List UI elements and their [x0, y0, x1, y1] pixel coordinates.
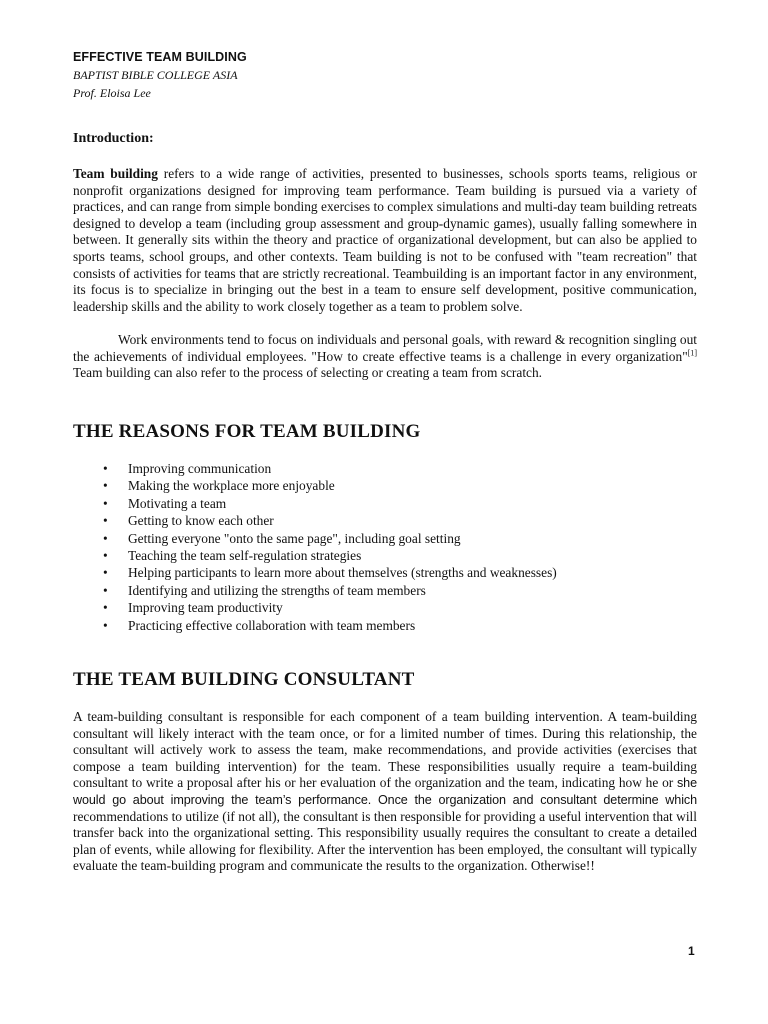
list-item	[73, 547, 557, 564]
team-building-term: Team building	[73, 166, 158, 181]
reasons-heading: THE REASONS FOR TEAM BUILDING	[73, 421, 421, 442]
author-name: Prof. Eloisa Lee	[73, 86, 151, 100]
list-item	[73, 477, 557, 494]
bullet-icon: •	[103, 478, 108, 494]
list-item	[73, 617, 557, 634]
college-name: BAPTIST BIBLE COLLEGE ASIA	[73, 68, 238, 82]
list-item-text: Teaching the team self-regulation strategies	[128, 548, 362, 564]
list-item-text: Helping participants to learn more about themselves (strengths and weaknesses)	[128, 565, 557, 581]
work-environments-tail: Team building can also refer to the process of selecting or creating a team from scratch.	[73, 365, 543, 381]
footnote-reference[interactable]: [1]	[687, 348, 697, 358]
bullet-icon: •	[103, 513, 108, 529]
list-item	[73, 512, 557, 529]
introduction-paragraph	[73, 166, 697, 315]
document-title: EFFECTIVE TEAM BUILDING	[73, 50, 247, 64]
list-item	[73, 495, 557, 512]
bullet-icon: •	[103, 530, 108, 546]
work-environments-paragraph	[73, 332, 697, 382]
list-item	[73, 564, 557, 581]
consultant-heading: THE TEAM BUILDING CONSULTANT	[73, 669, 415, 690]
consultant-paragraph	[73, 709, 697, 875]
list-item	[73, 460, 557, 477]
list-item-text: Getting to know each other	[128, 513, 274, 529]
introduction-paragraph-text: refers to a wide range of activities, presented to businesses, schools sports teams, religious or nonprofit organizations designed for improving team performance. Team building is pursued via a variety of practices, and can range from simple bonding exercises to complex simulations and multi-day team building retreats designed to develop a team (including group assessment and group-dynamic games), usually falling somewhere in between. It generally sits within the theory and practice of organizational development, but can also be applied to sports teams, school groups, and other contexts. Team building is not to be confused with "team recreation" that consists of activities for teams that are strictly recreational. Teambuilding is an important factor in any environment, its focus is to specialize in bringing out the best in a team to ensure self development, positive communication, leadership skills and the ability to work closely together as a team to problem solve.	[73, 166, 697, 314]
list-item-text: Improving communication	[128, 461, 272, 476]
bullet-icon: •	[103, 617, 108, 633]
list-item-text: Practicing effective collaboration with team members	[128, 617, 416, 633]
bullet-icon: •	[103, 582, 108, 598]
bullet-icon: •	[103, 600, 108, 616]
bullet-icon: •	[103, 461, 108, 476]
list-item-text: Motivating a team	[128, 495, 227, 511]
reasons-list	[73, 460, 557, 634]
list-item	[73, 582, 557, 599]
list-item-text: Improving team productivity	[128, 600, 283, 616]
introduction-heading: Introduction:	[73, 131, 154, 146]
list-item-text: Getting everyone "onto the same page", including goal setting	[128, 530, 461, 546]
consultant-text-part3: recommendations to utilize (if not all), the consultant is then responsible for providing a useful intervention that will transfer back into the organizational setting. This responsibility usually requires the consultant to create a detailed plan of events, while allowing for flexibility. After the intervention has been employed, the consultant will typically evaluate the team-building program and communicate the results to the organization. Otherwise!!	[73, 808, 697, 874]
bullet-icon: •	[103, 495, 108, 511]
list-item	[73, 530, 557, 547]
list-item-text: Identifying and utilizing the strengths of team members	[128, 582, 426, 598]
page-number: 1	[688, 944, 695, 958]
consultant-text-part2: she would go about improving the team’s performance. Once the organization and consultant determine which	[73, 776, 697, 807]
consultant-text-part1: A team-building consultant is responsible for each component of a team building intervention. A team-building consultant will likely interact with the team once, or for a limited number of times. During this relationship, the consultant will actively work to assess the team, make recommendations, and provide activities (exercises that compose a team building intervention) for the team. These responsibilities usually require a team-building consultant to write a proposal after his or her evaluation of the organization and the team, indicating how he or	[73, 709, 697, 791]
work-environments-text: Work environments tend to focus on individuals and personal goals, with reward & recognition singling out the achievements of individual employees. "How to create effective teams is a challenge in every organization"	[73, 332, 697, 364]
list-item-text: Making the workplace more enjoyable	[128, 478, 335, 494]
bullet-icon: •	[103, 548, 108, 564]
bullet-icon: •	[103, 565, 108, 581]
list-item	[73, 599, 557, 616]
document-header	[73, 48, 247, 102]
